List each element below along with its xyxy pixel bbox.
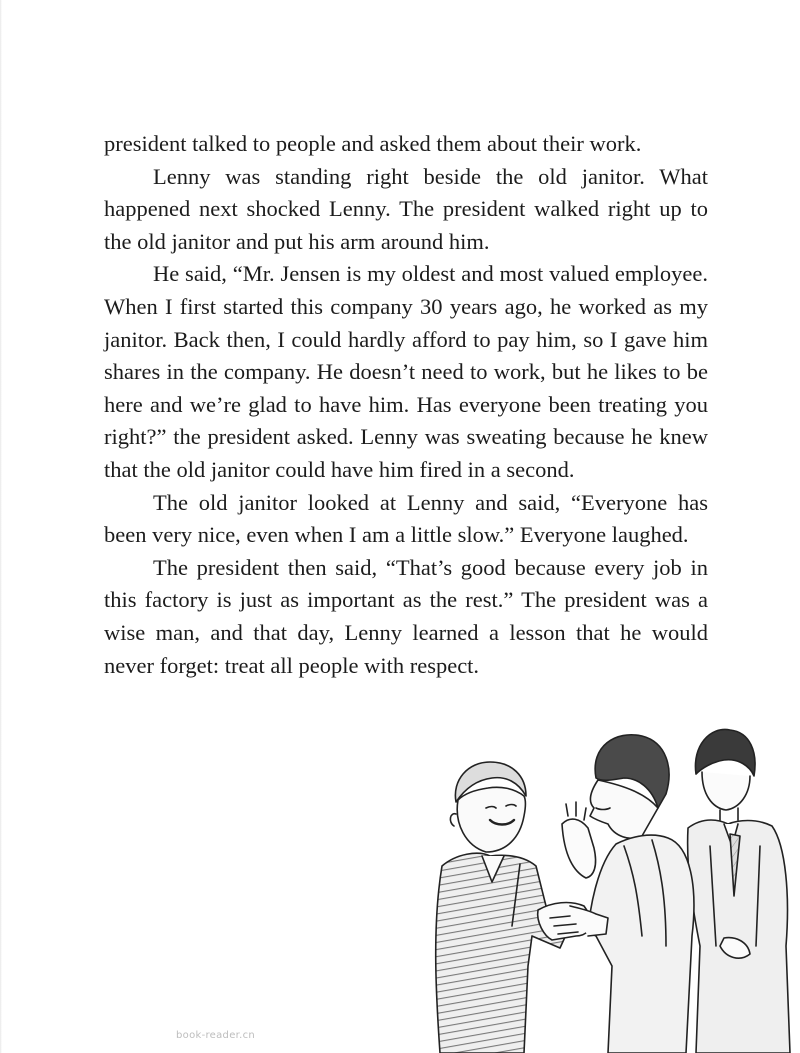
- paragraph-president-speech: He said, “Mr. Jensen is my oldest and most valued employee. When I first started this company 30 years ago, he worked as my janitor. Back then, I could hardly afford to pay him, so I gave him shares in the company. He doesn’t need to work, but he likes to be here and we’re glad to have him. Has everyone been treating you right?” the president asked. Lenny was sweating because he knew that the old janitor could have him fired in a second.: [104, 261, 708, 482]
- story-text: [104, 128, 708, 682]
- paragraph-janitor-reply: The old janitor looked at Lenny and said, “Everyone has been very nice, even when I am a little slow.” Everyone laughed.: [104, 489, 708, 548]
- page-edge: [0, 0, 2, 1053]
- watermark-text: book-reader.cn: [176, 1030, 256, 1041]
- paragraph-lenny-beside-janitor: Lenny was standing right beside the old janitor. What happened next shocked Lenny. The president walked right up to the old janitor and put his arm around him.: [104, 163, 708, 254]
- paragraph-lesson: The president then said, “That’s good because every job in this factory is just as important as the rest.” The president was a wise man, and that day, Lenny learned a lesson that he would never forget: treat all people with respect.: [104, 554, 708, 678]
- young-man-figure: [688, 729, 790, 1053]
- handshake-illustration: [420, 696, 800, 1053]
- paragraph-continuation: president talked to people and asked them about their work.: [104, 131, 642, 156]
- president-figure: [562, 735, 694, 1053]
